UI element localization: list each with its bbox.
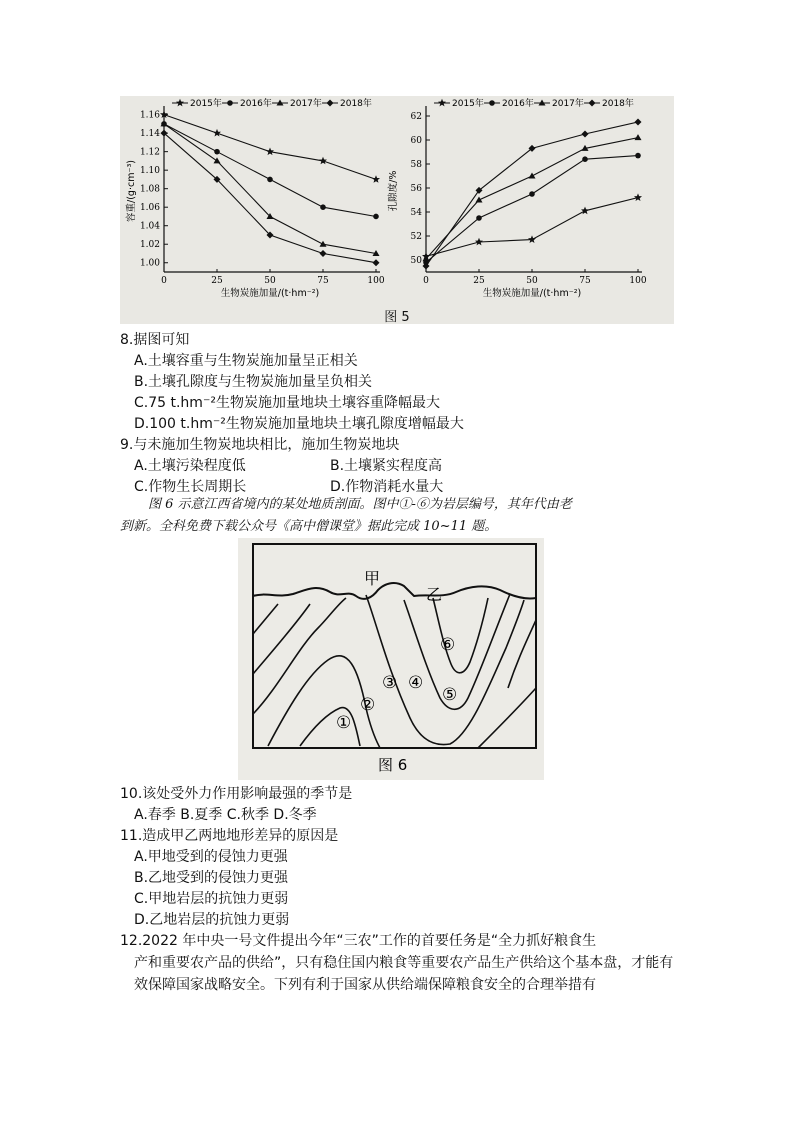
- y-tick-label: 56: [410, 184, 422, 194]
- question-8-stem: 8.据图可知: [120, 332, 190, 348]
- data-point: [373, 259, 380, 266]
- data-point: [529, 191, 535, 197]
- data-point: [267, 177, 273, 183]
- question-8-option-a: A.土壤容重与生物炭施加量呈正相关: [134, 353, 358, 369]
- y-tick-label: 1.06: [139, 203, 160, 214]
- legend-marker: [438, 99, 446, 107]
- question-12: [120, 930, 680, 996]
- legend-marker: [327, 100, 334, 107]
- x-tick-label: 0: [423, 276, 429, 286]
- y-tick-label: 54: [410, 208, 422, 218]
- layer-label-3: ③: [382, 673, 398, 693]
- layer-label-6: ⑥: [440, 635, 456, 655]
- data-point: [582, 131, 589, 138]
- data-point: [319, 157, 327, 165]
- y-tick-label: 1.08: [139, 184, 160, 195]
- question-11-option-d: D.乙地岩层的抗蚀力更弱: [134, 912, 290, 928]
- question-12-line-1: 12.2022 年中央一号文件提出今年“三农”工作的首要任务是“全力抓好粮食生: [120, 933, 597, 949]
- figure-6-geologic-section: [238, 538, 544, 780]
- legend-marker: [589, 100, 596, 107]
- y-tick-label: 50: [410, 256, 422, 266]
- data-point: [528, 235, 536, 243]
- x-tick-label: 25: [211, 276, 223, 286]
- question-11-option-c: C.甲地岩层的抗蚀力更弱: [134, 891, 289, 907]
- layer-label-5: ⑤: [442, 685, 458, 705]
- x-tick-label: 50: [526, 276, 538, 286]
- question-9-option-b: B.土壤紧实程度高: [330, 458, 443, 474]
- section-frame: [253, 544, 536, 748]
- figure-5-charts: [120, 96, 674, 324]
- y-tick-label: 1.16: [139, 110, 160, 121]
- question-8-option-b: B.土壤孔隙度与生物炭施加量呈负相关: [134, 374, 373, 390]
- series-line-2015年: [426, 198, 638, 257]
- label-jia: 甲: [364, 569, 381, 588]
- question-9-option-d: D.作物消耗水量大: [330, 479, 444, 495]
- data-point: [635, 153, 641, 159]
- figure-6-intro-line-1: 图 6 示意江西省境内的某处地质剖面。图中①-⑥为岩层编号，其年代由老: [148, 497, 572, 512]
- data-point: [634, 193, 642, 201]
- data-point: [476, 215, 482, 221]
- y-tick-label: 1.12: [139, 147, 160, 158]
- question-9-stem: 9.与未施加生物炭地块相比，施加生物炭地块: [120, 437, 400, 453]
- legend-label: 2017年: [552, 99, 584, 109]
- question-9-option-c: C.作物生长周期长: [134, 479, 247, 495]
- question-8-option-d: D.100 t.hm⁻²生物炭施加量地块土壤孔隙度增幅最大: [134, 416, 464, 432]
- y-axis-label: 容重/(g·cm⁻³): [126, 160, 137, 222]
- x-axis-label: 生物炭施加量/(t·hm⁻²): [482, 288, 582, 299]
- data-point: [635, 134, 642, 140]
- y-tick-label: 1.04: [139, 221, 160, 232]
- data-point: [320, 241, 327, 247]
- y-tick-label: 52: [410, 232, 422, 242]
- legend-marker: [227, 100, 233, 106]
- y-tick-label: 1.10: [139, 166, 160, 177]
- data-point: [635, 119, 642, 126]
- x-tick-label: 0: [161, 276, 167, 286]
- layer-label-2: ②: [360, 695, 376, 715]
- legend-marker: [176, 99, 184, 107]
- layer-label-4: ④: [408, 673, 424, 693]
- layer-label-1: ①: [336, 713, 352, 733]
- data-point: [213, 129, 221, 137]
- legend-label: 2015年: [452, 99, 484, 109]
- figure-6-caption: 图 6: [378, 756, 408, 774]
- question-8-option-c: C.75 t.hm⁻²生物炭施加量地块土壤容重降幅最大: [134, 395, 440, 411]
- question-10-options: A.春季 B.夏季 C.秋季 D.冬季: [134, 807, 317, 823]
- y-tick-label: 1.00: [139, 258, 160, 269]
- y-tick-label: 60: [410, 136, 422, 146]
- legend-label: 2015年: [190, 99, 222, 109]
- question-11-option-b: B.乙地受到的侵蚀力更强: [134, 870, 289, 886]
- data-point: [266, 148, 274, 156]
- figure-6-intro-line-2: 到新。全科免费下载公众号《高中僧课堂》据此完成 10~11 题。: [120, 519, 498, 534]
- y-tick-label: 1.14: [139, 129, 160, 140]
- question-11-option-a: A.甲地受到的侵蚀力更强: [134, 849, 288, 865]
- data-point: [214, 149, 220, 155]
- series-line-2015年: [164, 115, 376, 180]
- legend-label: 2016年: [240, 99, 272, 109]
- data-point: [372, 175, 380, 183]
- legend-label: 2016年: [502, 99, 534, 109]
- data-point: [475, 238, 483, 246]
- x-tick-label: 50: [264, 276, 276, 286]
- series-line-2016年: [426, 156, 638, 263]
- figure-5-caption: 图 5: [384, 310, 410, 325]
- layer-boundary: [253, 604, 278, 634]
- x-tick-label: 100: [367, 276, 385, 286]
- legend-marker: [489, 100, 495, 106]
- legend-label: 2018年: [602, 99, 634, 109]
- data-point: [582, 156, 588, 162]
- layer-boundary: [253, 598, 346, 714]
- data-point: [476, 197, 483, 203]
- x-tick-label: 100: [629, 276, 647, 286]
- question-11-stem: 11.造成甲乙两地地形差异的原因是: [120, 828, 339, 844]
- layer-boundary: [253, 604, 310, 674]
- figure-6: [238, 538, 544, 780]
- question-9-option-a: A.土壤污染程度低: [134, 458, 246, 474]
- label-yi: 乙: [426, 585, 443, 604]
- data-point: [214, 157, 221, 163]
- data-point: [581, 207, 589, 215]
- data-point: [529, 173, 536, 179]
- question-10-stem: 10.该处受外力作用影响最强的季节是: [120, 786, 353, 802]
- x-tick-label: 25: [473, 276, 485, 286]
- data-point: [320, 204, 326, 210]
- question-12-body: 产和重要农产品的供给”，只有稳住国内粮食等重要农产品生产供给这个基本盘，才能有效保障国家战略安全。下列有利于国家从供给端保障粮食安全的合理举措有: [134, 955, 674, 993]
- x-axis-label: 生物炭施加量/(t·hm⁻²): [220, 288, 320, 299]
- y-axis-label: 孔隙度/%: [388, 170, 399, 212]
- y-tick-label: 1.02: [139, 240, 160, 251]
- x-tick-label: 75: [579, 276, 591, 286]
- series-line-2016年: [164, 124, 376, 217]
- legend-label: 2018年: [340, 99, 372, 109]
- layer-boundary: [478, 688, 536, 748]
- y-tick-label: 58: [410, 160, 422, 170]
- data-point: [320, 250, 327, 257]
- ground-surface: [253, 583, 536, 599]
- legend-label: 2017年: [290, 99, 322, 109]
- figure-5: [120, 96, 674, 324]
- data-point: [373, 214, 379, 220]
- x-tick-label: 75: [317, 276, 329, 286]
- y-tick-label: 62: [410, 112, 422, 122]
